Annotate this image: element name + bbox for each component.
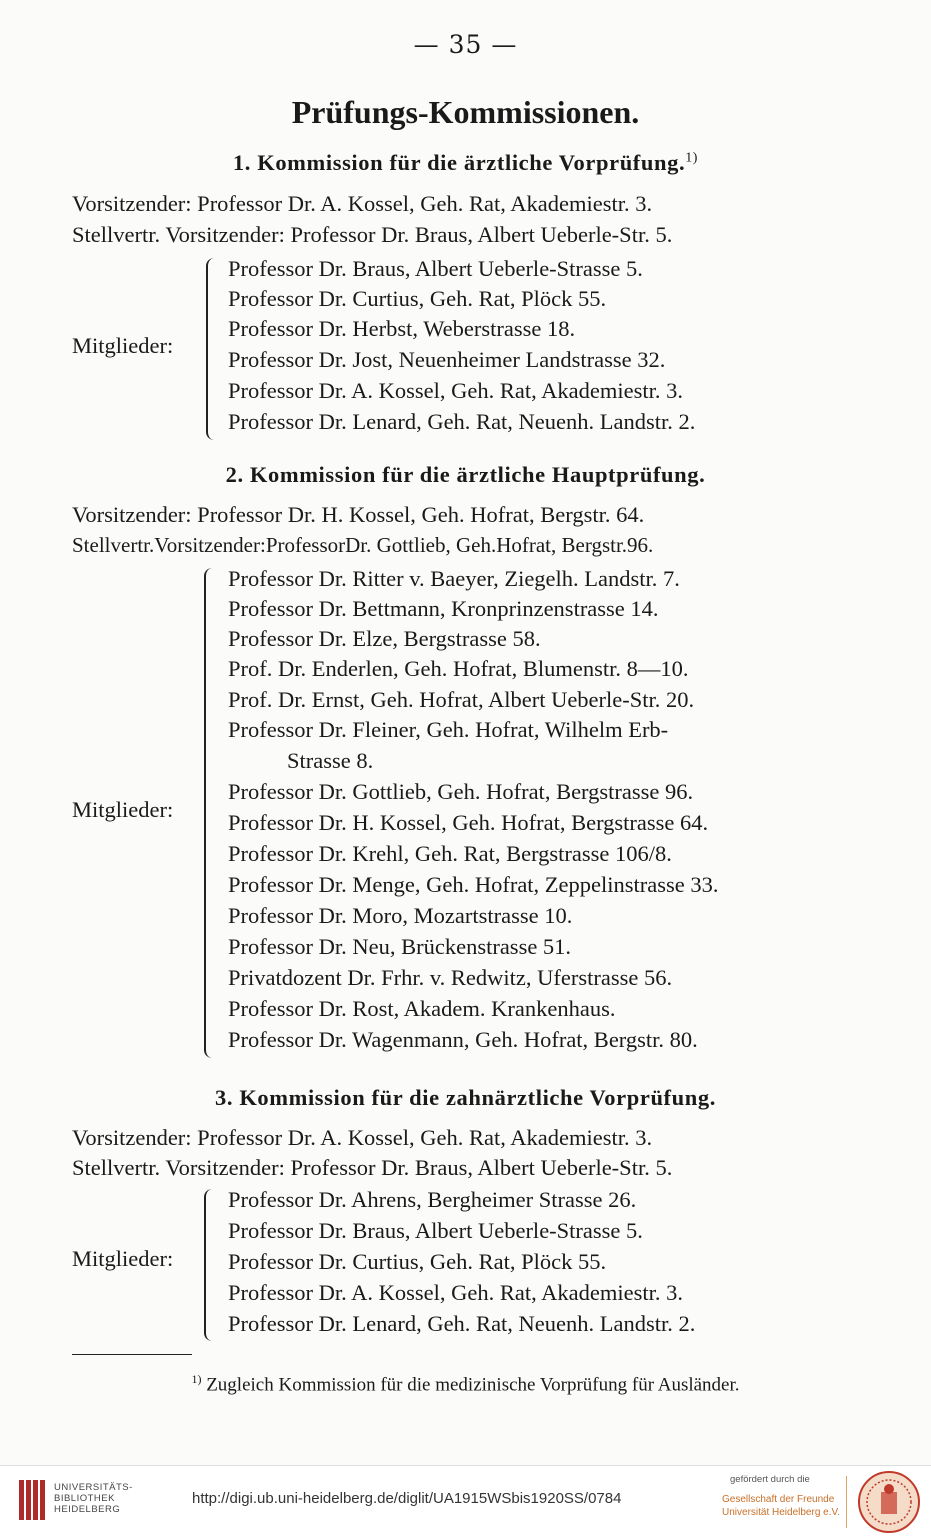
member-line: Professor Dr. Lenard, Geh. Rat, Neuenh. Landstr. 2. — [228, 1311, 696, 1336]
footnote: $^{1)}$ Zugleich Kommission für die medizinische Vorprüfung für Ausländer. — [191, 1372, 740, 1396]
sponsor-name-line1: Gesellschaft der Freunde — [722, 1494, 835, 1505]
member-line: Professor Dr. Neu, Brückenstrasse 51. — [228, 934, 572, 959]
member-line: Professor Dr. Elze, Bergstrasse 58. — [228, 626, 541, 651]
university-seal-icon — [857, 1470, 921, 1534]
member-line: Professor Dr. Braus, Albert Ueberle-Strasse 5. — [228, 256, 643, 281]
member-line: Professor Dr. A. Kossel, Geh. Rat, Akademiestr. 3. — [228, 1280, 683, 1305]
member-line: Professor Dr. Rost, Akadem. Krankenhaus. — [228, 996, 616, 1021]
member-line: Professor Dr. H. Kossel, Geh. Hofrat, Bergstrasse 64. — [228, 810, 709, 835]
member-line: Professor Dr. Wagenmann, Geh. Hofrat, Bergstr. 80. — [228, 1027, 698, 1052]
member-line: Professor Dr. Menge, Geh. Hofrat, Zeppelinstrasse 33. — [228, 872, 719, 897]
section-2-heading: 2. Kommission für die ärztliche Hauptprüfung. — [225, 462, 706, 487]
section-1-vice-chair: Stellvertr. Vorsitzender: Professor Dr. Braus, Albert Ueberle-Str. 5. — [72, 222, 673, 247]
section-3-heading: 3. Kommission für die zahnärztliche Vorprüfung. — [215, 1085, 716, 1110]
member-line: Professor Dr. Herbst, Weberstrasse 18. — [228, 316, 576, 341]
member-line: Professor Dr. Lenard, Geh. Rat, Neuenh. Landstr. 2. — [228, 409, 696, 434]
member-line: Privatdozent Dr. Frhr. v. Redwitz, Uferstrasse 56. — [228, 965, 673, 990]
member-line-continuation: Strasse 8. — [287, 748, 374, 773]
section-3-vice-chair: Stellvertr. Vorsitzender: Professor Dr. Braus, Albert Ueberle-Str. 5. — [72, 1155, 673, 1180]
member-line: Professor Dr. Fleiner, Geh. Hofrat, Wilhelm Erb- — [228, 717, 669, 742]
member-line: Professor Dr. Curtius, Geh. Rat, Plöck 55. — [228, 286, 607, 311]
page-number: — 35 — — [413, 30, 518, 59]
section-3-chair: Vorsitzender: Professor Dr. A. Kossel, Geh. Rat, Akademiestr. 3. — [72, 1125, 653, 1150]
footer-divider — [846, 1476, 847, 1528]
member-line: Professor Dr. Gottlieb, Geh. Hofrat, Bergstrasse 96. — [228, 779, 694, 804]
member-line: Professor Dr. Ritter v. Baeyer, Ziegelh. Landstr. 7. — [228, 566, 680, 591]
sponsor-name-line2: Universität Heidelberg e.V. — [722, 1507, 841, 1518]
section-1-brace — [206, 258, 214, 440]
section-1-heading: 1. Kommission für die ärztliche Vorprüfung.$^{1)}$ — [232, 150, 699, 175]
member-line: Professor Dr. Curtius, Geh. Rat, Plöck 55. — [228, 1249, 607, 1274]
section-3-members-label: Mitglieder: — [72, 1246, 174, 1271]
member-line: Professor Dr. A. Kossel, Geh. Rat, Akademiestr. 3. — [228, 378, 683, 403]
member-line: Professor Dr. Bettmann, Kronprinzenstrasse 14. — [228, 596, 659, 621]
member-line: Professor Dr. Braus, Albert Ueberle-Strasse 5. — [228, 1218, 643, 1243]
section-1-members-label: Mitglieder: — [72, 333, 174, 358]
member-line: Professor Dr. Moro, Mozartstrasse 10. — [228, 903, 573, 928]
section-2-chair: Vorsitzender: Professor Dr. H. Kossel, Geh. Hofrat, Bergstr. 64. — [72, 502, 645, 527]
footnote-rule — [72, 1354, 192, 1355]
section-1-chair: Vorsitzender: Professor Dr. A. Kossel, Geh. Rat, Akademiestr. 3. — [72, 191, 653, 216]
footer-bar — [0, 1465, 931, 1538]
section-3-brace — [204, 1189, 212, 1341]
member-line: Professor Dr. Krehl, Geh. Rat, Bergstrasse 106/8. — [228, 841, 672, 866]
library-logo-icon — [18, 1478, 46, 1522]
sponsor-caption: gefördert durch die — [730, 1474, 810, 1485]
member-line: Prof. Dr. Enderlen, Geh. Hofrat, Blumenstr. 8—10. — [228, 656, 689, 681]
section-2-brace — [204, 568, 212, 1058]
page-title: Prüfungs-Kommissionen. — [291, 94, 640, 130]
member-line: Prof. Dr. Ernst, Geh. Hofrat, Albert Ueberle-Str. 20. — [228, 687, 695, 712]
member-line: Professor Dr. Jost, Neuenheimer Landstrasse 32. — [228, 347, 666, 372]
footnote-ref: 1) — [685, 150, 699, 166]
member-line: Professor Dr. Ahrens, Bergheimer Strasse 26. — [228, 1187, 637, 1212]
section-2-members-label: Mitglieder: — [72, 797, 174, 822]
permalink-url[interactable]: http://digi.ub.uni-heidelberg.de/diglit/UA1915WSbis1920SS/0784 — [192, 1490, 622, 1507]
library-name: UNIVERSITÄTS- BIBLIOTHEK HEIDELBERG — [54, 1482, 133, 1515]
section-2-vice-chair: Stellvertr.Vorsitzender:ProfessorDr. Gottlieb, Geh.Hofrat, Bergstr.96. — [72, 533, 654, 557]
